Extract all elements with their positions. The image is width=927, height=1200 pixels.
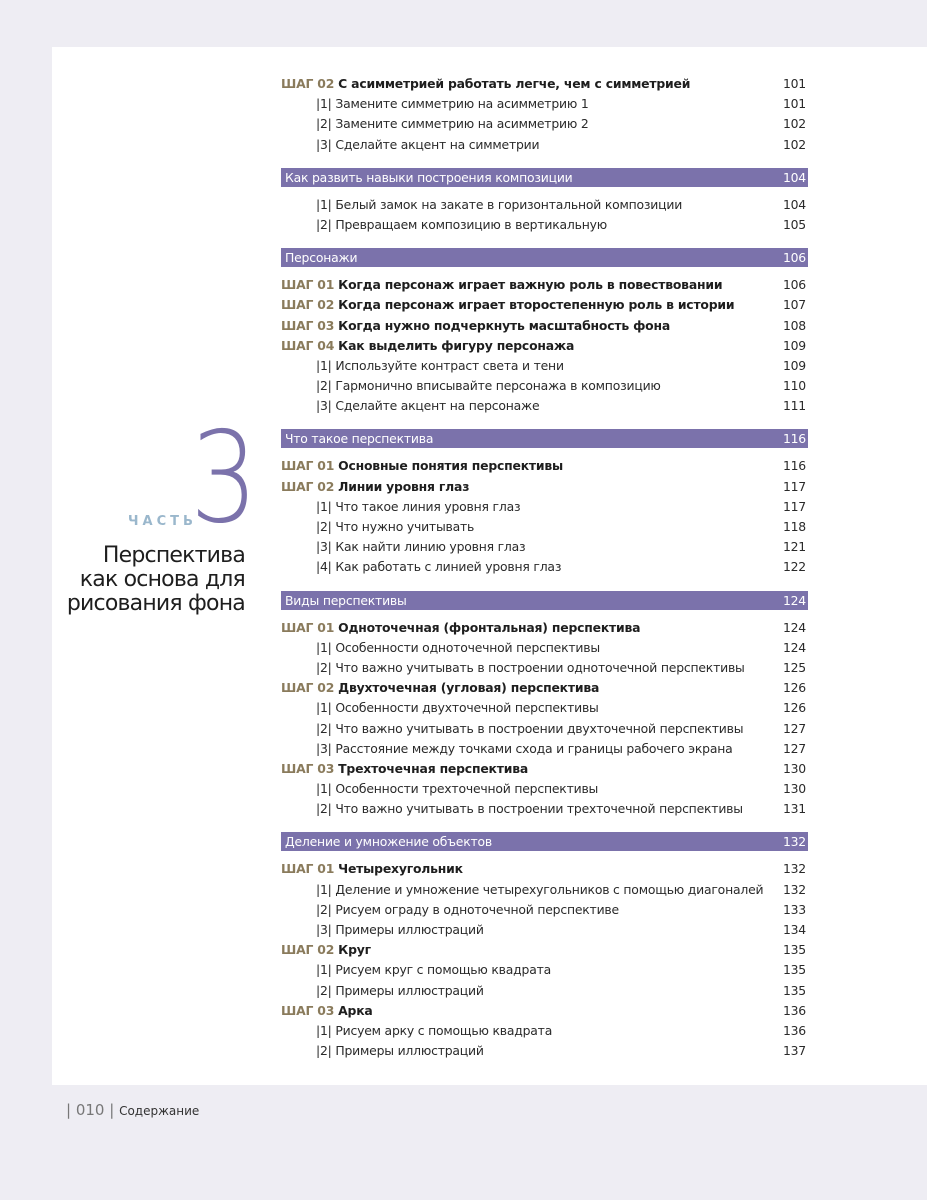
toc-entry-text: |2| Что нужно учитывать: [316, 519, 475, 534]
toc-page-number: 101: [782, 76, 806, 91]
toc-entry-label: [285, 591, 407, 610]
toc-subitem[interactable]: [281, 779, 808, 799]
toc-page-number: 130: [782, 760, 806, 776]
step-tag: ШАГ 03: [281, 317, 335, 333]
toc-entry-label: [281, 215, 607, 235]
toc-page-number: 132: [782, 834, 806, 850]
toc-entry-text: Трехточечная перспектива: [338, 760, 528, 776]
toc-entry-text: Круг: [338, 942, 371, 958]
toc-page-number: 133: [782, 901, 806, 917]
toc-entry-text: |1| Используйте контраст света и тени: [316, 357, 564, 373]
toc-entry-text: |2| Примеры иллюстраций: [316, 982, 484, 998]
toc-entry-text: |3| Примеры иллюстраций: [316, 922, 484, 937]
toc-subitem[interactable]: [281, 195, 808, 215]
toc-page-number: 137: [782, 1043, 806, 1059]
toc-entry-text: |3| Сделайте акцент на персонаже: [316, 398, 540, 414]
toc-entry-text: |2| Что важно учитывать в построении трехточечной перспективы: [316, 801, 743, 817]
toc-entry-label: [281, 295, 734, 315]
toc-entry-text: Персонажи: [285, 250, 358, 266]
toc-entry-label: [281, 336, 574, 356]
toc-subitem[interactable]: [281, 880, 808, 900]
toc-entry-text: |2| Примеры иллюстраций: [316, 1043, 484, 1059]
toc-entry-label: [281, 779, 598, 799]
toc-step[interactable]: [281, 678, 808, 698]
toc-entry-text: Как выделить фигуру персонажа: [338, 337, 575, 353]
toc-step[interactable]: [281, 456, 808, 476]
step-tag: ШАГ 04: [281, 337, 335, 353]
toc-page-number: 116: [782, 458, 806, 474]
toc-page-number: 102: [782, 116, 806, 132]
toc-subitem[interactable]: [281, 638, 808, 658]
toc-page-number: 127: [782, 720, 806, 736]
toc-section-header[interactable]: [281, 429, 808, 448]
toc-entry-label: [281, 719, 743, 739]
toc-subitem[interactable]: [281, 376, 808, 396]
toc-page-number: 124: [782, 619, 806, 635]
toc-step[interactable]: [281, 275, 808, 295]
toc-page-number: 105: [782, 216, 806, 232]
toc-entry-label: [281, 537, 525, 557]
toc-entry-text: |2| Превращаем композицию в вертикальную: [316, 216, 607, 232]
toc-page-number: 135: [782, 982, 806, 998]
toc-page-number: 132: [782, 861, 806, 877]
toc-entry-label: [281, 618, 640, 638]
toc-step[interactable]: [281, 759, 808, 779]
part-title: [67, 544, 245, 616]
toc-subitem[interactable]: [281, 799, 808, 819]
toc-entry-text: Что такое перспектива: [285, 431, 434, 447]
toc-page-number: 109: [782, 357, 806, 373]
toc-subitem[interactable]: [281, 920, 808, 940]
toc-entry-text: Арка: [338, 1002, 373, 1018]
toc-entry-text: |2| Что важно учитывать в построении одноточечной перспективы: [316, 659, 745, 675]
toc-entry-label: [281, 920, 484, 940]
toc-entry-label: [285, 429, 433, 448]
toc-subitem[interactable]: [281, 557, 808, 577]
step-tag: ШАГ 03: [281, 760, 335, 776]
toc-page-number: 107: [782, 297, 806, 313]
toc-entry-text: Когда нужно подчеркнуть масштабность фона: [338, 317, 671, 333]
toc-entry-label: [281, 1041, 484, 1061]
toc-page-number: 126: [782, 680, 806, 696]
toc-entry-text: Когда персонаж играет важную роль в повествовании: [338, 277, 723, 293]
toc-entry-label: [281, 376, 661, 396]
toc-entry-text: |1| Особенности одноточечной перспективы: [316, 639, 600, 655]
toc-entry-label: [281, 477, 469, 497]
toc-entry-text: |2| Что важно учитывать в построении двухточечной перспективы: [316, 720, 744, 736]
toc-entry-label: [281, 195, 682, 215]
toc-entry-label: [281, 658, 745, 678]
toc-entry-text: |2| Замените симметрию на асимметрию 2: [316, 116, 589, 132]
toc-entry-text: |1| Особенности трехточечной перспективы: [316, 781, 599, 797]
toc-step[interactable]: [281, 336, 808, 356]
part-title-line: рисования фона: [66, 591, 245, 616]
toc-subitem[interactable]: [281, 658, 808, 678]
toc-page-number: 104: [782, 196, 806, 212]
toc-subitem[interactable]: [281, 215, 808, 235]
toc-entry-text: |1| Рисуем арку с помощью квадрата: [316, 1022, 553, 1038]
toc-page-number: 136: [782, 1022, 806, 1038]
toc-entry-text: Линии уровня глаз: [338, 478, 470, 494]
toc-entry-label: [281, 356, 564, 376]
part-number: 3: [190, 404, 259, 551]
toc-subitem[interactable]: [281, 719, 808, 739]
page-footer: [66, 1101, 199, 1119]
toc-entry-text: Когда персонаж играет второстепенную роль в истории: [338, 297, 735, 313]
toc-subitem[interactable]: [281, 356, 808, 376]
step-tag: ШАГ 02: [281, 942, 335, 958]
toc-entry-text: |2| Рисуем ограду в одноточечной перспективе: [316, 901, 619, 917]
toc-entry-text: Как развить навыки построения композиции: [285, 169, 573, 185]
toc-page-number: 124: [782, 639, 806, 655]
toc-page-number: 101: [782, 96, 806, 112]
toc-section-header[interactable]: [281, 168, 808, 187]
toc-subitem[interactable]: [281, 960, 808, 980]
toc-page-number: 106: [782, 250, 806, 266]
toc-entry-label: [281, 114, 589, 134]
toc-page-number: 135: [782, 942, 806, 958]
footer-section: Содержание: [119, 1104, 200, 1118]
toc-page-number: 117: [782, 478, 806, 494]
toc-subitem[interactable]: [281, 1021, 808, 1041]
toc-subitem[interactable]: [281, 739, 808, 759]
toc-entry-label: [281, 759, 528, 779]
toc-entry-label: [281, 94, 589, 114]
toc-subitem[interactable]: [281, 981, 808, 1001]
toc-page-number: 135: [782, 962, 806, 978]
toc-entry-text: |1| Рисуем круг с помощью квадрата: [316, 962, 551, 978]
step-tag: ШАГ 02: [281, 478, 335, 494]
toc-entry-label: [281, 1001, 373, 1021]
toc-entry-label: [281, 638, 600, 658]
toc-page-number: 136: [782, 1002, 806, 1018]
toc-entry-text: Основные понятия перспективы: [338, 458, 564, 474]
toc-entry-label: [281, 900, 619, 920]
toc-page-number: 134: [782, 922, 806, 937]
toc-step[interactable]: [281, 74, 808, 94]
toc-entry-label: [281, 557, 561, 577]
toc-entry-label: [281, 396, 539, 416]
toc-entry-label: [285, 168, 573, 187]
toc-subitem[interactable]: [281, 698, 808, 718]
toc-page-number: 117: [782, 498, 806, 514]
toc-entry-text: Деление и умножение объектов: [285, 834, 493, 850]
toc-step[interactable]: [281, 316, 808, 336]
toc-entry-label: [281, 517, 474, 537]
toc-entry-text: |3| Сделайте акцент на симметрии: [316, 136, 540, 152]
toc-subitem[interactable]: [281, 497, 808, 517]
toc-entry-text: |1| Что такое линия уровня глаз: [316, 498, 521, 514]
toc-page-number: 111: [782, 398, 806, 414]
toc-subitem[interactable]: [281, 114, 808, 134]
toc-step[interactable]: [281, 477, 808, 497]
toc-entry-label: [281, 940, 371, 960]
step-tag: ШАГ 02: [281, 680, 335, 696]
toc-page-number: 102: [782, 136, 806, 152]
toc-entry-text: |4| Как работать с линией уровня глаз: [316, 559, 562, 575]
part-label: ЧАСТЬ: [128, 514, 197, 529]
toc-subitem[interactable]: [281, 396, 808, 416]
toc-entry-text: |3| Расстояние между точками схода и границы рабочего экрана: [316, 740, 733, 756]
toc-step[interactable]: [281, 295, 808, 315]
toc-subitem[interactable]: [281, 1041, 808, 1061]
toc-entry-label: [281, 74, 690, 94]
toc-entry-label: [281, 316, 670, 336]
toc-entry-label: [281, 275, 722, 295]
toc-entry-text: Виды перспективы: [285, 592, 407, 608]
toc-subitem[interactable]: [281, 900, 808, 920]
toc-entry-label: [281, 1021, 552, 1041]
toc-page-number: 110: [782, 378, 806, 394]
toc-page-number: 118: [782, 519, 806, 534]
toc-entry-text: |1| Белый замок на закате в горизонтальной композиции: [316, 196, 683, 212]
toc-step[interactable]: [281, 859, 808, 879]
toc-subitem[interactable]: [281, 537, 808, 557]
step-tag: ШАГ 02: [281, 297, 335, 313]
toc-entry-label: [285, 248, 357, 267]
toc-subitem[interactable]: [281, 94, 808, 114]
toc-entry-label: [281, 960, 551, 980]
step-tag: ШАГ 01: [281, 277, 335, 293]
toc-entry-text: Одноточечная (фронтальная) перспектива: [338, 619, 641, 635]
toc-step[interactable]: [281, 940, 808, 960]
toc-page-number: 126: [782, 700, 806, 716]
toc-step[interactable]: [281, 618, 808, 638]
toc-entry-label: [281, 497, 520, 517]
toc-page-number: 124: [782, 592, 806, 608]
toc-page-number: 122: [782, 559, 806, 575]
toc-entry-label: [281, 456, 563, 476]
toc-page-number: 121: [782, 539, 806, 555]
toc-subitem[interactable]: [281, 135, 808, 155]
toc-page-number: 108: [782, 317, 806, 333]
toc-subitem[interactable]: [281, 517, 808, 537]
toc-entry-text: |1| Замените симметрию на асимметрию 1: [316, 96, 589, 112]
step-tag: ШАГ 02: [281, 76, 335, 91]
toc-page-number: 130: [782, 781, 806, 797]
toc-page-number: 131: [782, 801, 806, 817]
toc-entry-label: [281, 698, 599, 718]
toc-entry-text: |1| Деление и умножение четырехугольников с помощью диагоналей: [316, 881, 764, 897]
toc-entry-text: Двухточечная (угловая) перспектива: [338, 680, 600, 696]
toc-page-number: 127: [782, 740, 806, 756]
toc-entry-label: [285, 832, 492, 851]
step-tag: ШАГ 01: [281, 458, 335, 474]
toc-entry-text: Четырехугольник: [338, 861, 463, 877]
toc-step[interactable]: [281, 1001, 808, 1021]
toc-page-number: 125: [782, 659, 806, 675]
toc-entry-label: [281, 981, 484, 1001]
part-title-line: как основа для: [79, 567, 245, 592]
toc-entry-label: [281, 678, 599, 698]
toc-section-header[interactable]: [281, 591, 808, 610]
toc-page-number: 132: [782, 881, 806, 897]
toc-page-number: 116: [782, 431, 806, 447]
toc-entry-text: |2| Гармонично вписывайте персонажа в композицию: [316, 378, 661, 394]
toc-page-number: 104: [782, 169, 806, 185]
toc-entry-label: [281, 859, 463, 879]
table-of-contents: [281, 74, 808, 1061]
part-title-line: Перспектива: [102, 543, 245, 568]
step-tag: ШАГ 03: [281, 1002, 335, 1018]
toc-section-header[interactable]: [281, 832, 808, 851]
toc-page-number: 109: [782, 337, 806, 353]
toc-entry-label: [281, 799, 743, 819]
toc-entry-text: С асимметрией работать легче, чем с симметрией: [338, 76, 691, 91]
step-tag: ШАГ 01: [281, 619, 335, 635]
toc-entry-text: |1| Особенности двухточечной перспективы: [316, 700, 599, 716]
page-number: | 010 |: [66, 1101, 115, 1119]
toc-entry-label: [281, 739, 733, 759]
toc-entry-text: |3| Как найти линию уровня глаз: [316, 539, 526, 555]
toc-entry-label: [281, 135, 539, 155]
toc-section-header[interactable]: [281, 248, 808, 267]
step-tag: ШАГ 01: [281, 861, 335, 877]
toc-entry-label: [281, 880, 763, 900]
toc-page-number: 106: [782, 277, 806, 293]
